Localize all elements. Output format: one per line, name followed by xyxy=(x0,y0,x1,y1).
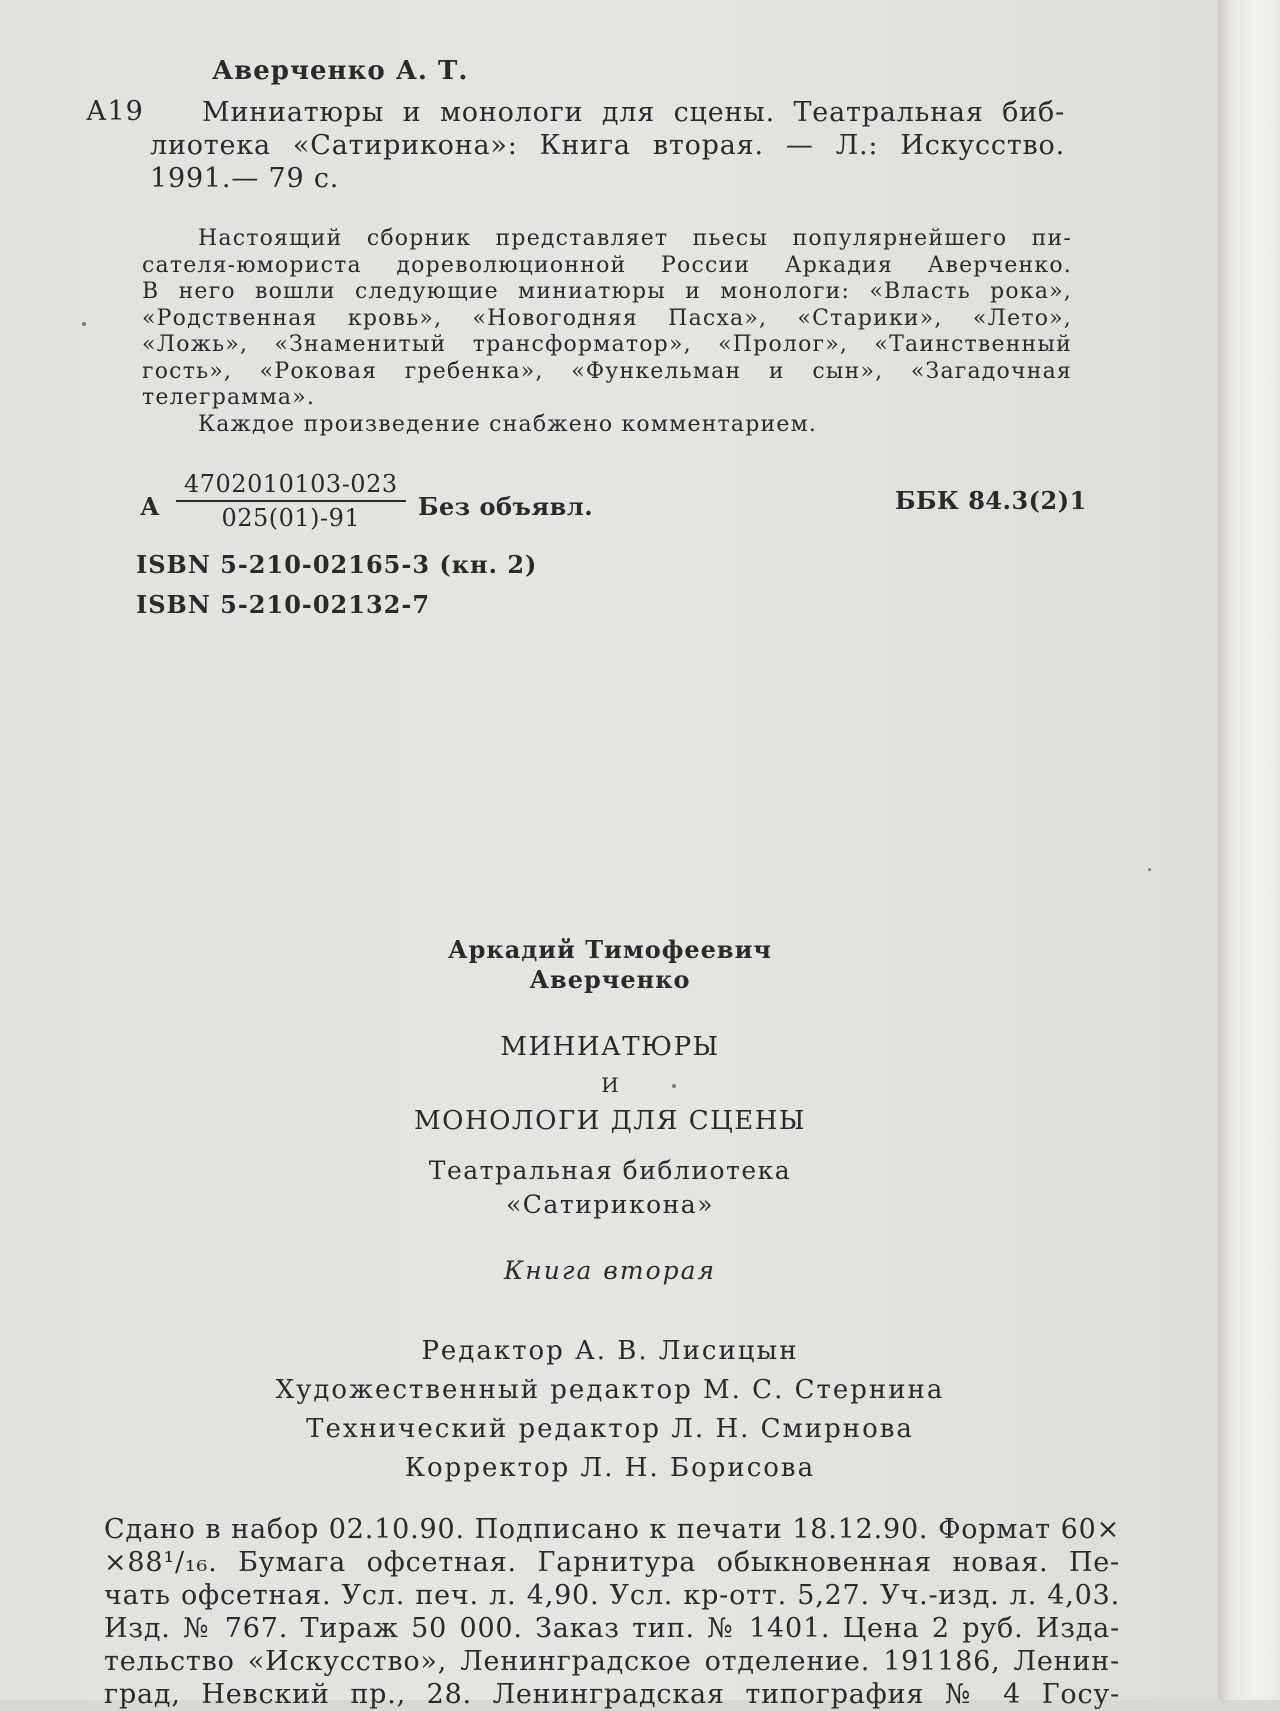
imprint-letter: А xyxy=(140,492,160,521)
annotation-line: Настоящий сборник представляет пьесы популярнейшего пи- xyxy=(198,226,1072,251)
annotation-line: телеграмма». xyxy=(142,385,316,410)
annotation xyxy=(142,226,1072,438)
title-line-2: МОНОЛОГИ ДЛЯ СЦЕНЫ xyxy=(414,1106,806,1136)
imprint-fraction xyxy=(176,470,406,532)
author-heading: Аверченко А. Т. xyxy=(212,56,469,86)
paper-speck xyxy=(1148,868,1151,871)
credit-line: Технический редактор Л. Н. Смирнова xyxy=(306,1414,914,1444)
credits xyxy=(0,1332,1220,1488)
print-info-line: тельство «Искусство», Ленинградское отделение. 191186, Ленин- xyxy=(104,1646,1120,1677)
bbk-code: ББК 84.3(2)1 xyxy=(895,486,1087,515)
catalog-code: А19 xyxy=(86,96,144,127)
next-page-edge xyxy=(1218,0,1280,1700)
bibliographic-line: Миниатюры и монологи для сцены. Театральная биб- xyxy=(202,97,1065,128)
imprint-numerator: 4702010103-023 xyxy=(176,470,406,502)
print-info-line: Изд. № 767. Тираж 50 000. Заказ тип. № 1401. Цена 2 руб. Изда- xyxy=(104,1613,1120,1644)
credit-line: Редактор А. В. Лисицын xyxy=(421,1336,799,1366)
paper-speck xyxy=(672,1084,676,1088)
annotation-line: Каждое произведение снабжено комментарием. xyxy=(198,411,818,437)
credit-line: Художественный редактор М. С. Стернина xyxy=(275,1375,945,1405)
isbn-volume: ISBN 5-210-02165-3 (кн. 2) xyxy=(136,550,538,579)
price-note: Без объявл. xyxy=(418,492,594,521)
annotation-line: «Родственная кровь», «Новогодняя Пасха», «Старики», «Лето», xyxy=(142,305,1072,331)
imprint-denominator: 025(01)-91 xyxy=(221,504,361,532)
author-full-name xyxy=(0,935,1220,995)
print-info-line: Сдано в набор 02.10.90. Подписано к печати 18.12.90. Формат 60× xyxy=(104,1514,1120,1545)
isbn-set: ISBN 5-210-02132-7 xyxy=(136,590,431,619)
print-info-line: град, Невский пр., 28. Ленинградская типография № 4 Госу- xyxy=(104,1679,1120,1710)
annotation-line: В него вошли следующие миниатюры и монологи: «Власть рока», xyxy=(142,279,1072,304)
series-line: Театральная библиотека xyxy=(428,1156,792,1185)
paper-speck xyxy=(82,322,86,326)
series-name xyxy=(0,1154,1220,1222)
book-number: Книга вторая xyxy=(503,1256,717,1285)
print-info-line: ×88¹/₁₆. Бумага офсетная. Гарнитура обыкновенная новая. Пе- xyxy=(104,1547,1120,1578)
series-line: «Сатирикона» xyxy=(505,1190,715,1219)
title-conjunction: И xyxy=(601,1073,619,1097)
author-surname: Аверченко xyxy=(529,965,691,994)
annotation-line: сателя-юмориста дореволюционной России Аркадия Аверченко. xyxy=(142,252,1072,278)
author-given-names: Аркадий Тимофеевич xyxy=(448,935,772,964)
print-information xyxy=(104,1513,1120,1711)
bibliographic-line: лиотека «Сатирикона»: Книга вторая. — Л.: Искусство. xyxy=(150,130,1065,161)
print-info-line: чать офсетная. Усл. печ. л. 4,90. Усл. кр-отт. 5,27. Уч.-изд. л. 4,03. xyxy=(104,1580,1120,1611)
annotation-line: гость», «Роковая гребенка», «Функельман и сын», «Загадочная xyxy=(142,358,1072,384)
annotation-line: «Ложь», «Знаменитый трансформатор», «Пролог», «Таинственный xyxy=(142,332,1072,357)
title-line-1: МИНИАТЮРЫ xyxy=(500,1032,720,1062)
bibliographic-line: 1991.— 79 с. xyxy=(150,163,340,194)
bibliographic-description xyxy=(150,96,1065,195)
credit-line: Корректор Л. Н. Борисова xyxy=(404,1453,816,1483)
